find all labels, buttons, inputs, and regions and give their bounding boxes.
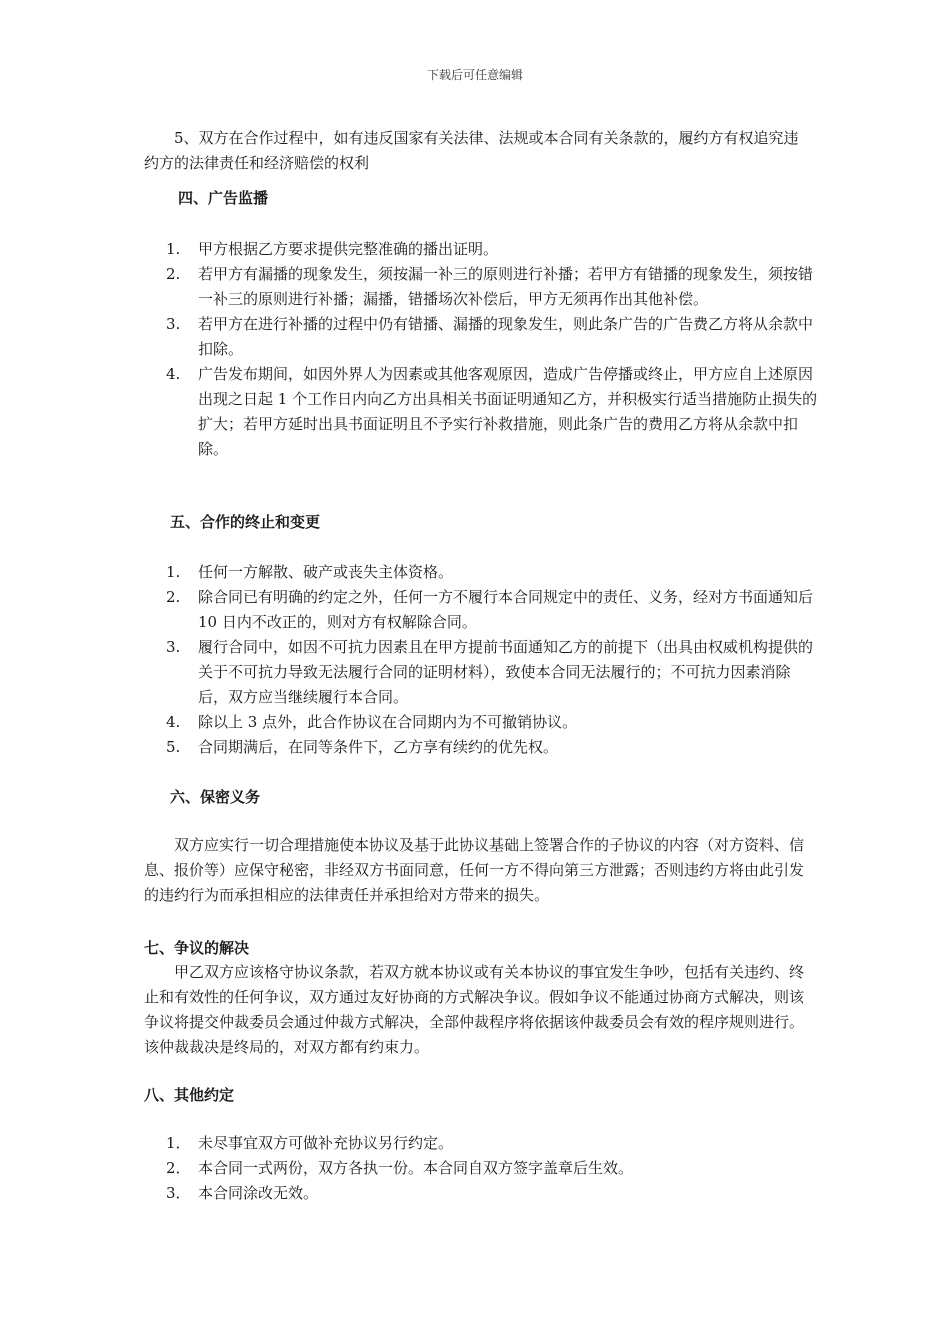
- list-item-text: 若甲方有漏播的现象发生，须按漏一补三的原则进行补播；若甲方有错播的现象发生，须按错一补三的原则进行补播；漏播，错播场次补偿后，甲方无须再作出其他补偿。: [198, 265, 814, 308]
- list-item-number: 4.: [166, 713, 181, 731]
- intro-paragraph: 5、双方在合作过程中，如有违反国家有关法律、法规或本合同有关条款的，履约方有权追究违约方的法律责任和经济赔偿的权利: [144, 129, 799, 172]
- list-item-number: 2.: [166, 265, 181, 283]
- list-item: [166, 560, 818, 585]
- list-item-text: 广告发布期间，如因外界人为因素或其他客观原因，造成广告停播或终止，甲方应自上述原因出现之日起 1 个工作日内向乙方出具相关书面证明通知乙方，并积极实行适当措施防止损失的扩大；若甲方延时出具书面证明且不予实行补救措施，则此条广告的费用乙方将从余款中扣除。: [198, 365, 818, 458]
- list-item: [166, 710, 818, 735]
- list-item-text: 甲方根据乙方要求提供完整准确的播出证明。: [198, 240, 499, 258]
- section-8-list: [166, 1131, 818, 1206]
- list-item-text: 若甲方在进行补播的过程中仍有错播、漏播的现象发生，则此条广告的广告费乙方将从余款中扣除。: [198, 315, 814, 358]
- list-item: [166, 262, 818, 312]
- list-item: [166, 362, 818, 462]
- section-7-heading: 七、争议的解决: [144, 939, 250, 957]
- section-8-heading: 八、其他约定: [144, 1086, 235, 1104]
- list-item-number: 2.: [166, 588, 181, 606]
- list-item-number: 1．: [166, 1134, 191, 1152]
- section-6-body: 双方应实行一切合理措施使本协议及基于此协议基础上签署合作的子协议的内容（对方资料、信息、报价等）应保守秘密，非经双方书面同意，任何一方不得向第三方泄露；否则违约方将由此引发的违约行为而承担相应的法律责任并承担给对方带来的损失。: [144, 836, 805, 904]
- list-item-text: 除合同已有明确的约定之外，任何一方不履行本合同规定中的责任、义务，经对方书面通知后 10 日内不改正的，则对方有权解除合同。: [198, 588, 814, 631]
- list-item-number: 1.: [166, 240, 181, 258]
- section-6-heading: 六、保密义务: [170, 788, 261, 806]
- list-item-number: 3.: [166, 315, 181, 333]
- list-item: [166, 1131, 818, 1156]
- list-item-text: 合同期满后，在同等条件下，乙方享有续约的优先权。: [198, 738, 559, 756]
- list-item-number: 5.: [166, 738, 181, 756]
- list-item-text: 本合同涂改无效。: [198, 1184, 319, 1202]
- section-7-body: 甲乙双方应该格守协议条款，若双方就本协议或有关本协议的事宜发生争吵，包括有关违约、终止和有效性的任何争议，双方通过友好协商的方式解决争议。假如争议不能通过协商方式解决，则该争议将提交仲裁委员会通过仲裁方式解决，全部仲裁程序将依据该仲裁委员会有效的程序规则进行。该仲裁裁决是终局的，对双方都有约束力。: [144, 963, 805, 1056]
- list-item-text: 本合同一式两份，双方各执一份。本合同自双方签字盖章后生效。: [198, 1159, 634, 1177]
- list-item: [166, 1156, 818, 1181]
- list-item-number: 3.: [166, 638, 181, 656]
- list-item: [166, 237, 818, 262]
- list-item-text: 除以上 3 点外，此合作协议在合同期内为不可撤销协议。: [198, 713, 578, 731]
- list-item-number: 2．: [166, 1159, 191, 1177]
- section-4-heading: 四、广告监播: [178, 189, 269, 207]
- list-item-number: 3．: [166, 1184, 191, 1202]
- section-4-list: [166, 237, 818, 462]
- list-item: [166, 585, 818, 635]
- list-item-text: 履行合同中，如因不可抗力因素且在甲方提前书面通知乙方的前提下（出具由权威机构提供的关于不可抗力导致无法履行合同的证明材料），致使本合同无法履行的；不可抗力因素消除后，双方应当继续履行本合同。: [198, 638, 814, 706]
- list-item-text: 未尽事宜双方可做补充协议另行约定。: [198, 1134, 454, 1152]
- list-item-number: 1.: [166, 563, 181, 581]
- list-item-text: 任何一方解散、破产或丧失主体资格。: [198, 563, 454, 581]
- section-5-heading: 五、合作的终止和变更: [170, 513, 321, 531]
- list-item: [166, 1181, 818, 1206]
- list-item: [166, 735, 818, 760]
- section-5-list: [166, 560, 818, 760]
- page-header: 下载后可任意编辑: [426, 68, 523, 82]
- list-item-number: 4.: [166, 365, 181, 383]
- list-item: [166, 312, 818, 362]
- list-item: [166, 635, 818, 710]
